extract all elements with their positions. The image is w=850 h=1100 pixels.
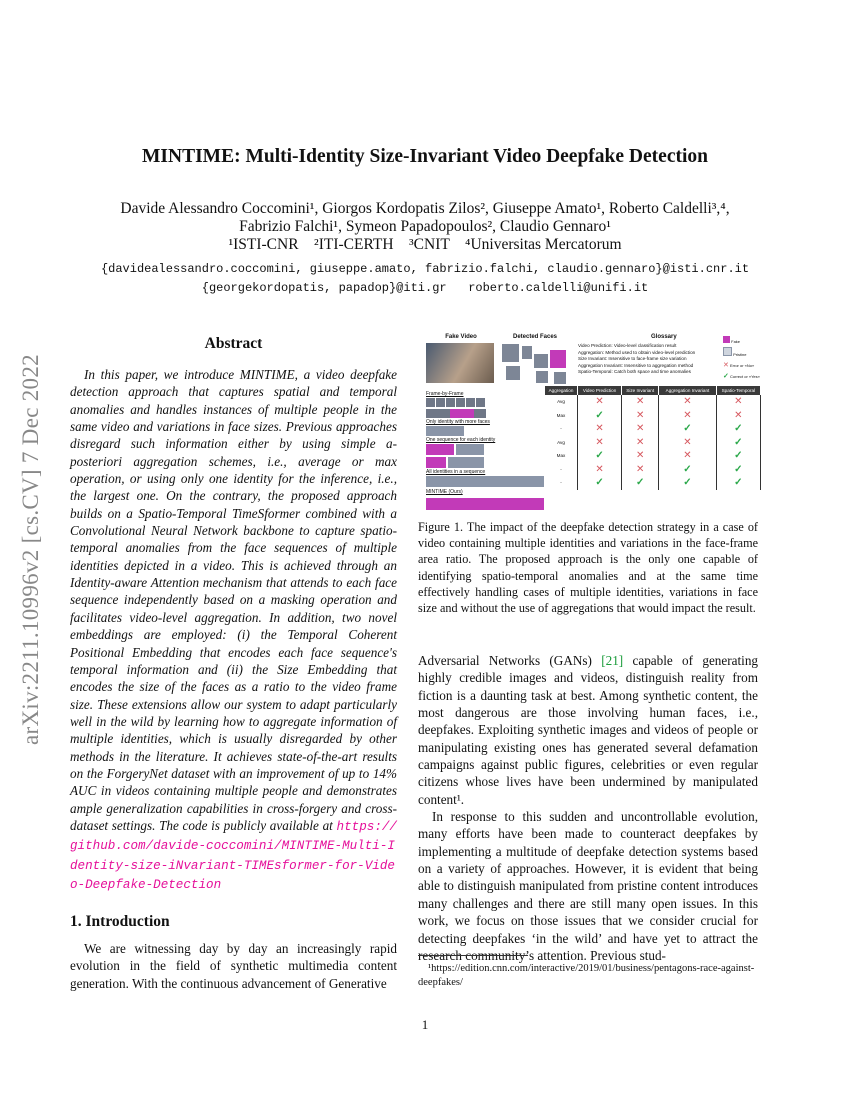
frame-strip xyxy=(456,444,484,455)
glossary-item: Video Prediction: Video-level classification result xyxy=(578,343,677,348)
authors-line-1: Davide Alessandro Coccomini¹, Giorgos Kordopatis Zilos², Giuseppe Amato¹, Roberto Caldelli³,⁴, xyxy=(120,200,730,217)
cross-icon: ✕ xyxy=(622,436,659,450)
citation-link[interactable]: [21] xyxy=(601,653,624,668)
check-icon: ✓ xyxy=(622,476,659,490)
check-icon: ✓ xyxy=(716,449,760,463)
face-thumb xyxy=(522,346,532,359)
face-thumb xyxy=(506,366,520,380)
check-icon: ✓ xyxy=(716,463,760,477)
frame-strip xyxy=(448,457,484,468)
intro-body xyxy=(70,940,397,992)
group-label: Only identity with more faces xyxy=(426,419,490,425)
column-header: Video Prediction xyxy=(578,386,622,395)
cross-icon: ✕ xyxy=(622,422,659,436)
check-icon: ✓ xyxy=(659,476,716,490)
detected-faces-label: Detected Faces xyxy=(512,334,558,340)
legend xyxy=(723,336,760,382)
page-number: 1 xyxy=(421,1017,429,1032)
figure-1 xyxy=(426,334,761,512)
glossary-item: Aggregation Invariant: Insensitive to aggregation method xyxy=(578,362,694,368)
face-thumb xyxy=(502,344,519,362)
abstract-heading: Abstract xyxy=(204,335,263,352)
aggregation-cell: Max xyxy=(545,449,578,463)
cross-icon: ✕ xyxy=(578,463,622,477)
cross-icon: ✕ xyxy=(622,409,659,423)
glossary-item: Aggregation: Method used to obtain video-level prediction xyxy=(578,349,696,355)
cross-icon: ✕ xyxy=(716,395,760,409)
cross-icon: ✕ xyxy=(622,463,659,477)
footnote: ¹https://edition.cnn.com/interactive/2019/01/business/pentagons-race-against-deepfakes/ xyxy=(418,963,755,988)
legend-error: Error or «No» xyxy=(730,363,755,368)
cross-icon: ✕ xyxy=(716,409,760,423)
aggregation-cell: - xyxy=(545,463,578,477)
cross-icon: ✕ xyxy=(659,436,716,450)
check-icon: ✓ xyxy=(716,422,760,436)
frame-strip xyxy=(426,409,486,418)
frame-strip xyxy=(426,398,486,407)
column-header: Aggregation xyxy=(545,386,578,395)
check-icon: ✓ xyxy=(578,409,622,423)
emails-line-2: {georgekordopatis, papadop}@iti.gr roberto.caldelli@unifi.it xyxy=(201,281,649,295)
fake-video-label: Fake Video xyxy=(445,334,477,340)
aggregation-cell: Max xyxy=(545,409,578,423)
paragraph-text: capable of generating highly credible images and videos, distinguish reality from fiction is a daunting task at best. Among synthetic content, the most dangerous are those involving human faces, i.e., deepfakes. Exploiting synthetic images and videos of people or manipulating existing ones has generated several defamation campaigns against public figures, celebrities or even regular citizens whose lives have been undermined by manipulated content¹. xyxy=(418,653,759,807)
check-icon: ✓ xyxy=(578,476,622,490)
paragraph-text: In response to this sudden and uncontrollable evolution, many efforts have been made to counteract deepfakes by implementing a multitude of deepfake detection systems based on a variety of approaches. However, it is evident that being able to distinguish manipulated from pristine content introduces many challenges and there are still many open issues. In this work, we focus on those issues that we consider crucial for detecting deepfakes ‘in the wild’ and have yet to attract the research community’s attention. Previous stud- xyxy=(418,809,758,963)
face-thumb xyxy=(534,354,548,368)
comparison-table xyxy=(545,386,761,490)
intro-heading: 1. Introduction xyxy=(70,913,170,930)
glossary-item: Spatio-Temporal: Catch both space and time anomalies xyxy=(578,369,691,374)
abstract-body xyxy=(70,366,397,894)
table-row xyxy=(545,463,761,477)
table-row xyxy=(545,449,761,463)
cross-icon: ✕ xyxy=(659,409,716,423)
check-icon: ✓ xyxy=(716,476,760,490)
legend-pristine: Pristine xyxy=(733,352,747,357)
table-row xyxy=(545,436,761,450)
group-label: Frame-by-Frame xyxy=(426,391,464,397)
legend-correct: Correct or «Yes» xyxy=(730,374,760,379)
face-thumb xyxy=(554,372,566,384)
cross-icon: ✕ xyxy=(578,436,622,450)
frame-strip xyxy=(426,457,446,468)
group-label: All identities in a sequence xyxy=(426,469,486,475)
column-header: Spatio-Temporal xyxy=(716,386,760,395)
check-icon: ✓ xyxy=(716,436,760,450)
intro-paragraph: We are witnessing day by day an increasingly rapid evolution in the field of synthetic multimedia content generation. With the continuous advancement of Generative xyxy=(70,941,397,991)
abstract-text: In this paper, we introduce MINTIME, a video deepfake detection approach that captures spatial and temporal anomalies and handles instances of multiple people in the same video and variations in face sizes. Previous approaches disregard such information either by using simple a-posteriori aggregation schemes, i.e., average or max operation, or using only one identity for the inference, i.e., the largest one. On the contrary, the proposed approach builds on a Spatio-Temporal TimeSformer combined with a Convolutional Neural Network backbone to capture spatio-temporal anomalies from the face sequences of multiple identities depicted in a video. This is achieved through an Identity-aware Attention mechanism that attends to each face sequence independently based on a masking operation and facilitates video-level aggregation. In addition, two novel embeddings are employed: (i) the Temporal Coherent Positional Embedding that encodes each face sequence's temporal information and (ii) the Size Embedding that encodes the size of the faces as a ratio to the video frame size. These extensions allow our system to adapt particularly well in the wild by learning how to aggregate information of multiple identities, which is usually disregarded by other methods in the literature. It achieves state-of-the-art results on the ForgeryNet dataset with an improvement of up to 14% AUC in videos containing multiple people and demonstrates ample generalization capabilities in cross-forgery and cross-dataset settings. The code is publicly available at xyxy=(70,367,397,833)
frame-strip xyxy=(426,444,454,455)
frame-strip xyxy=(426,498,544,510)
authors-line-2: Fabrizio Falchi¹, Symeon Papadopoulos², Claudio Gennaro¹ xyxy=(239,218,611,235)
right-column-body xyxy=(418,652,758,964)
check-icon: ✓ xyxy=(578,449,622,463)
emails-line-1: {davidealessandro.coccomini, giuseppe.amato, fabrizio.falchi, claudio.gennaro}@isti.cnr.it xyxy=(100,262,750,276)
table-row xyxy=(545,409,761,423)
group-label: One sequence for each identity xyxy=(426,437,496,443)
check-icon: ✓ xyxy=(659,422,716,436)
frame-strip xyxy=(426,426,464,436)
cross-icon: ✕ xyxy=(578,422,622,436)
face-thumb xyxy=(536,371,548,383)
group-label: MINTIME (Ours) xyxy=(426,489,463,495)
check-icon: ✓ xyxy=(723,373,729,380)
affiliations: ¹ISTI-CNR ²ITI-CERTH ³CNIT ⁴Universitas Mercatorum xyxy=(228,236,622,253)
table-row xyxy=(545,395,761,409)
table-row xyxy=(545,476,761,490)
cross-icon: ✕ xyxy=(578,395,622,409)
cross-icon: ✕ xyxy=(723,362,729,369)
figure-caption: Figure 1. The impact of the deepfake detection strategy in a case of video containing multiple identities and variations in the face-frame area ratio. The proposed approach is the only one capable of identifying spatio-temporal anomalies and at the same time effectively handling cases of multiple identities, variations in face size and without the use of aggregations that would impact the result. xyxy=(418,520,758,616)
paper-title: MINTIME: Multi-Identity Size-Invariant Video Deepfake Detection xyxy=(142,146,708,167)
footnote-rule xyxy=(418,955,528,956)
frame-strip xyxy=(426,476,544,487)
glossary-list xyxy=(578,343,695,376)
table-row xyxy=(545,422,761,436)
code-link[interactable]: https://github.com/davide-coccomini/MINTIME-Multi-Identity-size-iNvariant-TIMEsformer-for-Video-Deepfake-Detection xyxy=(70,819,397,892)
glossary-item: Size Invariant: Insensitive to face-frame size variation xyxy=(578,356,687,361)
cross-icon: ✕ xyxy=(622,449,659,463)
cross-icon: ✕ xyxy=(659,449,716,463)
paragraph-text: Adversarial Networks (GANs) xyxy=(418,653,602,668)
aggregation-cell: - xyxy=(545,422,578,436)
fake-face-thumb xyxy=(550,350,566,368)
check-icon: ✓ xyxy=(659,463,716,477)
glossary-title: Glossary xyxy=(651,334,677,340)
column-header: Size Invariant xyxy=(622,386,659,395)
fake-video-image xyxy=(426,343,494,383)
aggregation-cell: Avg xyxy=(545,436,578,450)
cross-icon: ✕ xyxy=(659,395,716,409)
legend-fake: Fake xyxy=(731,339,741,344)
aggregation-cell: Avg xyxy=(545,395,578,409)
column-header: Aggregation Invariant xyxy=(659,386,716,395)
cross-icon: ✕ xyxy=(622,395,659,409)
aggregation-cell: - xyxy=(545,476,578,490)
arxiv-identifier: arXiv:2211.10996v2 [cs.CV] 7 Dec 2022 xyxy=(18,354,43,745)
